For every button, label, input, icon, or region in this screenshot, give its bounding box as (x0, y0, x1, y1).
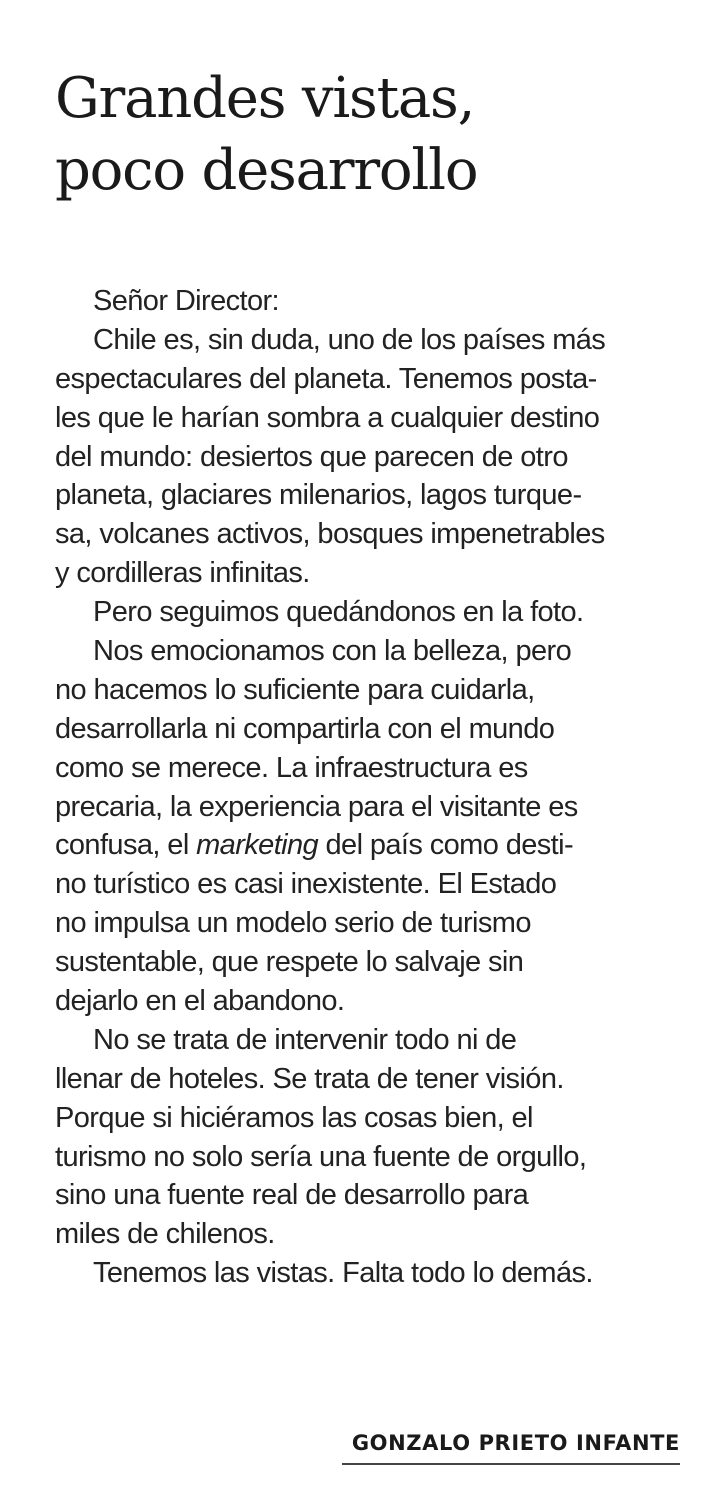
italic-term: marketing (196, 829, 319, 862)
paragraph-line: les que le harían sombra a cualquier destino (55, 401, 600, 434)
paragraph-line: sustentable, que respete lo salvaje sin (55, 946, 524, 979)
signature-divider (342, 1463, 680, 1465)
paragraph-line: como se merece. La infraestructura es (55, 751, 528, 784)
paragraph-line: Nos emocionamos con la belleza, pero (93, 635, 572, 668)
paragraph-5 (55, 1254, 685, 1293)
paragraph-line: miles de chilenos. (55, 1218, 275, 1251)
paragraph-line: no impulsa un modelo serio de turismo (55, 907, 531, 940)
paragraph-line: desarrollarla ni compartirla con el mundo (55, 712, 555, 745)
paragraph-line: Porque si hiciéramos las cosas bien, el (55, 1101, 533, 1134)
author-signature: GONZALO PRIETO INFANTE (351, 1431, 680, 1455)
paragraph-line: Tenemos las vistas. Falta todo lo demás. (93, 1257, 593, 1290)
paragraph-line: no turístico es casi inexistente. El Estado (55, 868, 557, 901)
headline-line: poco desarrollo (55, 138, 478, 203)
paragraph-3 (55, 632, 685, 1021)
paragraph-line-marketing (55, 826, 685, 865)
paragraph-line: planeta, glaciares milenarios, lagos turque- (55, 479, 582, 512)
paragraph-line: dejarlo en el abandono. (55, 985, 345, 1018)
paragraph-line: Pero seguimos quedándonos en la foto. (93, 596, 584, 629)
letter-body (55, 282, 685, 1293)
paragraph-line: sino una fuente real de desarrollo para (55, 1179, 529, 1212)
paragraph-line: y cordilleras infinitas. (55, 557, 310, 590)
paragraph-line: No se trata de intervenir todo ni de (93, 1023, 517, 1056)
paragraph-line: Chile es, sin duda, uno de los países más (93, 323, 606, 356)
paragraph-line: del mundo: desiertos que parecen de otro (55, 440, 568, 473)
salutation: Señor Director: (93, 285, 280, 317)
line-text-after: del país como desti- (318, 829, 574, 862)
paragraph-1 (55, 321, 685, 593)
paragraph-line: precaria, la experiencia para el visitante es (55, 790, 578, 823)
paragraph-2 (55, 593, 685, 632)
paragraph-4 (55, 1021, 685, 1254)
letter-headline (55, 63, 695, 207)
paragraph-line: no hacemos lo suficiente para cuidarla, (55, 673, 535, 706)
paragraph-line: espectaculares del planeta. Tenemos posta- (55, 362, 597, 395)
paragraph-line: turismo no solo sería una fuente de orgullo, (55, 1140, 587, 1173)
line-text-before: confusa, el (55, 829, 197, 862)
headline-line: Grandes vistas, (55, 66, 475, 131)
paragraph-line: llenar de hoteles. Se trata de tener visión. (55, 1062, 564, 1095)
paragraph-line: sa, volcanes activos, bosques impenetrables (55, 518, 605, 551)
